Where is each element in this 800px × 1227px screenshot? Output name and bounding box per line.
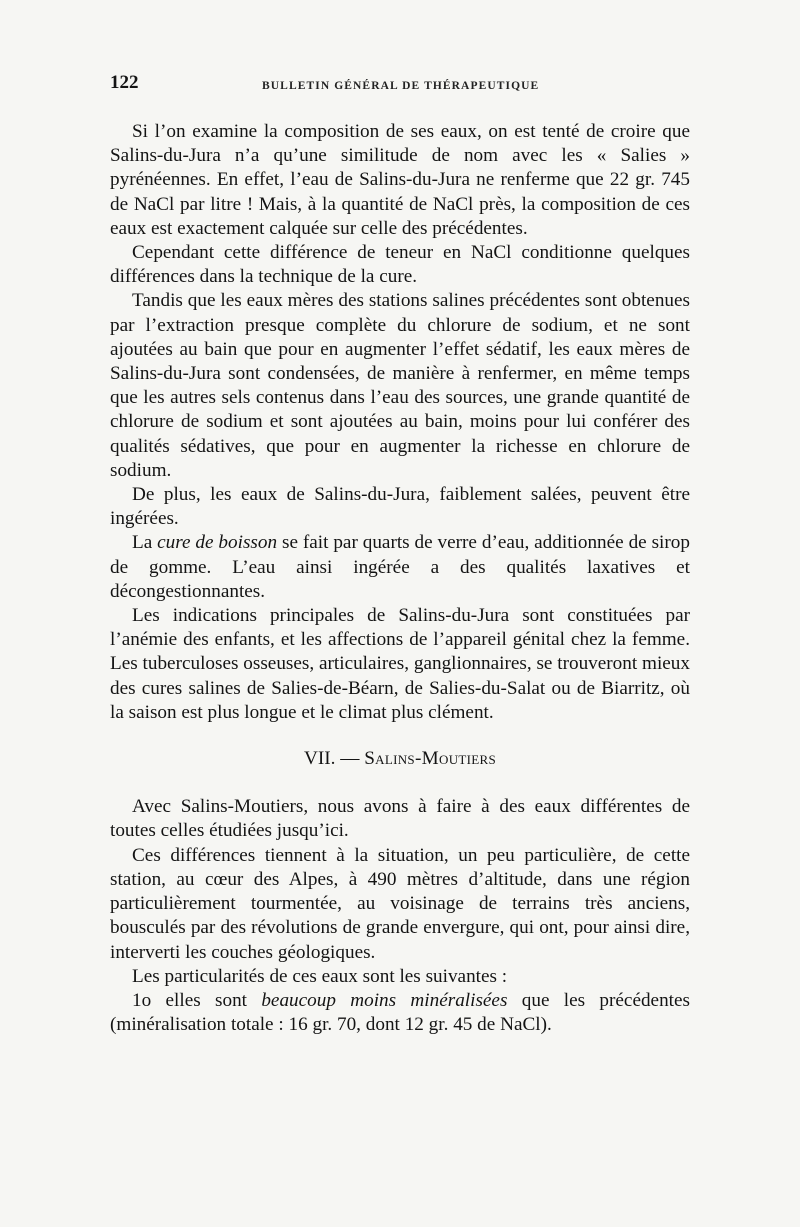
text-run: se fait par quarts de verre d’eau, additionnée de sirop de gomme. L’eau ainsi ingérée a des qualités laxatives et décongestionnantes. xyxy=(110,532,690,602)
paragraph: Les particularités de ces eaux sont les suivantes : xyxy=(132,965,508,987)
section-heading xyxy=(110,747,690,771)
text-run: 1o elles sont xyxy=(132,989,262,1011)
body-text xyxy=(110,120,690,1037)
section-number: VII. — xyxy=(303,748,360,770)
paragraph: Ces différences tiennent à la situation, un peu particulière, de cette station, au cœur des Alpes, à 490 mètres d’altitude, dans une région particulièrement tourmentée, au voisinage de terrains très anciens, bousculés par des révolutions de grande envergure, qui ont, pour ainsi dire, interverti les couches géologiques. xyxy=(110,844,690,963)
paragraph: Avec Salins-Moutiers, nous avons à faire à des eaux différentes de toutes celles étudiées jusqu’ici. xyxy=(110,796,690,842)
paragraph xyxy=(110,989,690,1037)
paragraph: Les indications principales de Salins-du-Jura sont constituées par l’anémie des enfants, et les affections de l’appareil génital chez la femme. Les tuberculoses osseuses, articulaires, ganglionnaires, se trouveront mieux des cures salines de Salies-de-Béarn, de Salies-du-Salat ou de Biarritz, où la saison est plus longue et le climat plus clément. xyxy=(110,605,690,723)
page-number: 122 xyxy=(110,72,139,93)
section-title: Salins-Moutiers xyxy=(364,748,496,770)
paragraph: De plus, les eaux de Salins-du-Jura, faiblement salées, peuvent être ingérées. xyxy=(110,484,690,530)
italic-term: beaucoup moins minéralisées xyxy=(261,989,508,1011)
paragraph: Tandis que les eaux mères des stations salines précédentes sont obtenues par l’extraction presque complète du chlorure de sodium, et ne sont ajoutées au bain que pour en augmenter l’effet sédatif, les eaux mères de Salins-du-Jura sont condensées, de manière à renfermer, en même temps que les autres sels contenus dans l’eau des sources, une grande quantité de chlorure de sodium et sont ajoutées au bain, moins pour lui conférer des qualités sédatives, que pour en augmenter la richesse en chlorure de sodium. xyxy=(110,290,690,481)
text-run: La xyxy=(132,532,158,554)
paragraph: Si l’on examine la composition de ses eaux, on est tenté de croire que Salins-du-Jura n’a qu’une similitude de nom avec les « Salies » pyrénéennes. En effet, l’eau de Salins-du-Jura ne renferme que 22 gr. 745 de NaCl par litre ! Mais, à la quantité de NaCl près, la composition de ces eaux est exactement calquée sur celle des précédentes. xyxy=(110,121,690,239)
italic-term: cure de boisson xyxy=(157,532,278,554)
paragraph: Cependant cette différence de teneur en NaCl conditionne quelques différences dans la technique de la cure. xyxy=(110,242,690,288)
running-head: BULLETIN GÉNÉRAL DE THÉRAPEUTIQUE xyxy=(262,80,540,92)
text-run: que les précédentes (minéralisation totale : 16 gr. 70, dont 12 gr. 45 de NaCl). xyxy=(110,989,690,1036)
paragraph xyxy=(110,531,690,604)
